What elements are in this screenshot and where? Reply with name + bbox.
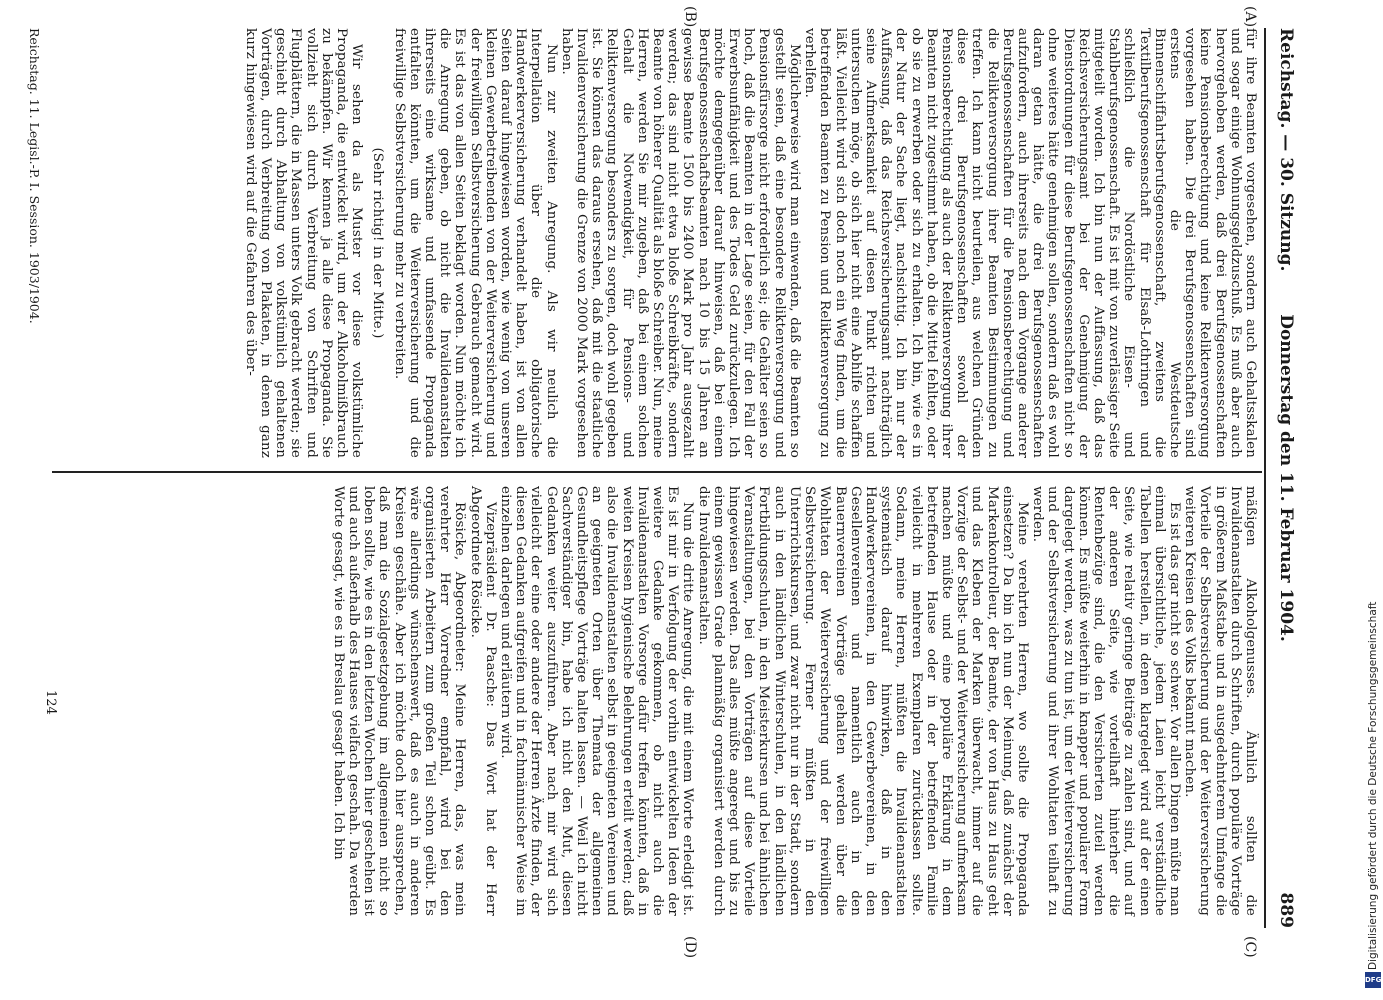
footnote: Reichstag. 11. Legisl.-P. I. Session. 1903/1904. — [27, 28, 42, 324]
header-page-number: 889 — [1276, 892, 1296, 928]
column-separator — [52, 471, 1262, 473]
speaker-paragraph: Rösicke, Abgeordneter: Meine Herren, das, was mein verehrter Herr Vorredner empfahl, wird bei den organisierten Arbeitern zum großen Teil schon geübt. Es wäre allerdings wünschenswert, daß es auch in anderen Kreisen geschähe. Aber ich möchte doch hier aussprechen, daß man die Sozialgesetzgebung im allgemeinen nicht so loben sollte, wie es in den letzten Wochen hier geschehen ist und auch außerhalb des Hauses vielfach geschah. Da werden Worte gesagt, wie es in Breslau gesagt haben. Ich bin — [330, 486, 468, 916]
right-column — [331, 486, 1258, 916]
header-date: Donnerstag den 11. Februar 1904. — [1276, 314, 1296, 642]
paragraph: Wir sehen da als Muster vor diese volkstümliche Propaganda, die entwickelt wird, um der Alkoholmißbrauch zu bekämpfen. Wir kennen ja alle diese Propaganda. Sie vollzieht sich durch Verbreitung von Schriften und Flugblättern, die in Massen unters Volk gebracht werden; sie geschieht durch Abhaltung von volkstümlich gehaltenen Vorträgen, durch Verbreitung von Plakaten, in denen ganz kurz hingewiesen wird auf die Gefahren des über- — [242, 28, 365, 458]
header-rule — [1264, 28, 1266, 928]
paragraph: für ihre Beamten vorgesehen, sondern auch Gehaltsskalen und sogar einige Wohnungsgeldzuschuß. Es muß aber auch hervorgehoben werden, daß drei Berufsgenossenschaften keine Pensionsberechtigung und keine Reliktenversorgung vorgesehen haben. Die drei Berufsgenossenschaften sind erstens die Westdeutsche Binnenschiffahrtsberufsgenossenschaft, zweitens die Textilberufsgenossenschaft für Elsaß-Lothringen und schließlich die Nordöstliche Eisen- und Stahlberufsgenossenschaft. Es ist mit von zuverlässiger Seite mitgeteilt worden. Ich bin nun der Auffassung, daß das Reichsversicherungsamt bei der Genehmigung der Dienstordnungen für diese Berufsgenossenschaften nicht so ohne weiteres hätte genehmigen sollen, sondern daß es wohl daran getan hätte, die drei Berufsgenossenschaften aufzufordern, auch ihrerseits nach dem Vorgange anderer Berufsgenossenschaften für die Pensionsberechtigung und die Reliktenversorgung ihrer Beamten Bestimmungen zu treffen. Ich kann nicht beurteilen, aus welchen Gründen diese drei Berufsgenossenschaften sowohl der Pensionsberechtigung als auch der Reliktenversorgung ihrer Beamten nicht zugestimmt haben, ob die Mittel fehlten, oder ob sie zu erwerben oder sich zu erhalten. Ich bin, wie es in der Natur der Sache liegt, nachsichtig. Ich bin nur der Auffassung, daß das Reichsversicherungsamt nachträglich seine Aufmerksamkeit auf diesen Punkt richten und untersuchen möge, ob sich hier nicht eine Abhilfe schaffen läßt. Vielleicht wird sich doch noch ein Weg finden, um die betreffenden Beamten zu Pension und Reliktenversorgung zu verhelfen. — [802, 28, 1258, 458]
margin-marker-b: (B) — [682, 6, 698, 28]
paragraph: Es ist das gar nicht so schwer. Vor allen Dingen müßte man einmal übersichtliche, jedem Laien leicht verständliche Tabellen herstellen, in denen klargelegt wird auf der einen Seite, wie relativ geringe Beiträge zu zahlen sind, und auf der anderen Seite, wie vorteilhaft hinterher die Rentenbezüge sind, die den Versicherten zuteil werden können. Es müßte weiterhin in knapper und populärer Form dargelegt werden, was zu tun ist, um der Weiterversicherung und der Selbstversicherung und ihrer Wohltaten teilhaft zu werden. — [1030, 486, 1182, 916]
digitization-credit: Digitalisierung gefördert durch die Deutsche Forschungsgemeinschaft — [1367, 601, 1379, 970]
speaker-paragraph: Vizepräsident Dr. Paasche: Das Wort hat der Herr Abgeordnete Rösicke. — [467, 486, 498, 916]
digitization-sidebar — [1363, 0, 1383, 1000]
interjection: (Sehr richtig! in der Mitte.) — [370, 147, 386, 339]
paragraph: Nun die dritte Anregung, die mit einem Worte erledigt ist. Es ist mir in Verfolgung der vorhin entwickelten Ideen der weitere Gedanke gekommen, ob nicht auch die Invalidenanstalten Vorsorge dafür treffen könnten, daß in weiten Kreisen hygienische Belehrungen erteilt werden; daß also die Invalidenanstalten selbst in geeigneten Vereinen und an geeigneten Orten über Themata der allgemeinen Gesundheitspflege Vorträge halten lassen. — Weil ich nicht Sachverständiger bin, habe ich nicht den Mut, diesen Gedanken weiter auszuführen. Aber nach mir wird sich vielleicht der eine oder andere der Herren Ärzte finden, der diesen Gedanken aufgreifen und in fachmännischer Weise im einzelnen darlegen und erläutern wird. — [498, 486, 696, 916]
margin-marker-c: (C) — [1242, 936, 1258, 958]
left-column — [243, 28, 1258, 458]
paragraph: Nun zur zweiten Anregung. Als wir neulich die Interpellation über die obligatorische Handwerkerversicherung verhandelt haben, ist von allen Seiten darauf hingewiesen worden, wie wenig von unseren kleinen Gewerbetreibenden von der Weiterversicherung und der freiwilligen Selbstversicherung Gebrauch gemacht wird. Es ist das von allen Seiten beklagt worden. Nun möchte ich die Anregung geben, ob nicht die Invalidenanstalten ihrerseits eine wirksame und umfassende Propaganda entfalten könnten, um die Weiterversicherung und die freiwillige Selbstversicherung mehr zu verbreiten. — [391, 28, 559, 458]
page-header — [1270, 28, 1300, 928]
margin-marker-d: (D) — [682, 936, 698, 959]
margin-marker-a: (A) — [1242, 6, 1258, 28]
header-left: Reichstag. — 30. Sitzung. — [1276, 28, 1296, 272]
paragraph: Meine verehrten Herren, wo sollte die Propaganda einsetzen? Da bin ich nun der Meinung, daß zunächst der Markenkontrolleur, der Beamte, der von Haus zu Haus geht und das Kleben der Marken überwacht, immer auf die Vorzüge der Selbst- und der Weiterversicherung aufmerksam machen müßte und eine populäre Erklärung in dem betreffenden Hause oder in der betreffenden Familie vielleicht in mehreren Exemplaren zurücklassen sollte. Sodann, meine Herren, müßten die Invalidenanstalten systematisch darauf hinwirken, daß in den Handwerkervereinen, in den Gewerbevereinen, in den Gesellenvereinen und namentlich auch in den Bauernvereinen Vorträge gehalten werden über die Wohltaten der Weiterversicherung und der freiwilligen Selbstversicherung. Ferner müßten in den Unterrichtskursen, und zwar nicht nur in der Stadt, sondern auch in den ländlichen Winterschulen, in den ländlichen Fortbildungsschulen, in den Meisterkursen und bei ähnlichen Veranstaltungen, bei den Vorträgen auf diese Vorteile hingewiesen werden. Das alles müßte angeregt und bis zu einem gewissen Grade planmäßig organisiert werden durch die Invalidenanstalten. — [695, 486, 1030, 916]
page-number: 124 — [43, 690, 58, 715]
paragraph: Möglicherweise wird man einwenden, daß die Beamten so gestellt seien, daß eine besondere Reliktenversorgung und Pensionsfürsorge nicht erforderlich sei; die Gehälter seien so hoch, daß die Beamten in der Lage seien, für den Fall der Erwerbsunfähigkeit und des Todes Geld zurückzulegen. Ich möchte demgegenüber darauf hinweisen, daß bei einem Berufsgenossenschaftsbeamten nach 10 bis 15 Jahren an gewisse Beamte 1500 bis 2400 Mark pro Jahr ausgezahlt werden; das sind nicht etwa bloße Schreibkräfte, sondern Beamte von höherer Qualität als bloße Schreiber. Nun, meine Herren, werden Sie mir zugeben, daß bei einem solchen Gehalt die Notwendigkeit, für Pensions- und Reliktenversorgung besonders zu sorgen, doch wohl gegeben ist. Sie können das daraus ersehen, daß mit die staatliche Invalidenversicherung die Grenze von 2000 Mark vorgesehen haben. — [558, 28, 802, 458]
dfg-logo-icon: DFG — [1365, 972, 1381, 988]
paragraph: mäßigen Alkoholgenusses. Ähnlich sollten die Invalidenanstalten durch Schriften, durch populäre Vorträge in größerem Maßstabe und in ausgedehnterem Umfange die Vorteile der Selbstversicherung und der Weiterversicherung weiteren Kreisen des Volks bekannt machen. — [1182, 486, 1258, 916]
